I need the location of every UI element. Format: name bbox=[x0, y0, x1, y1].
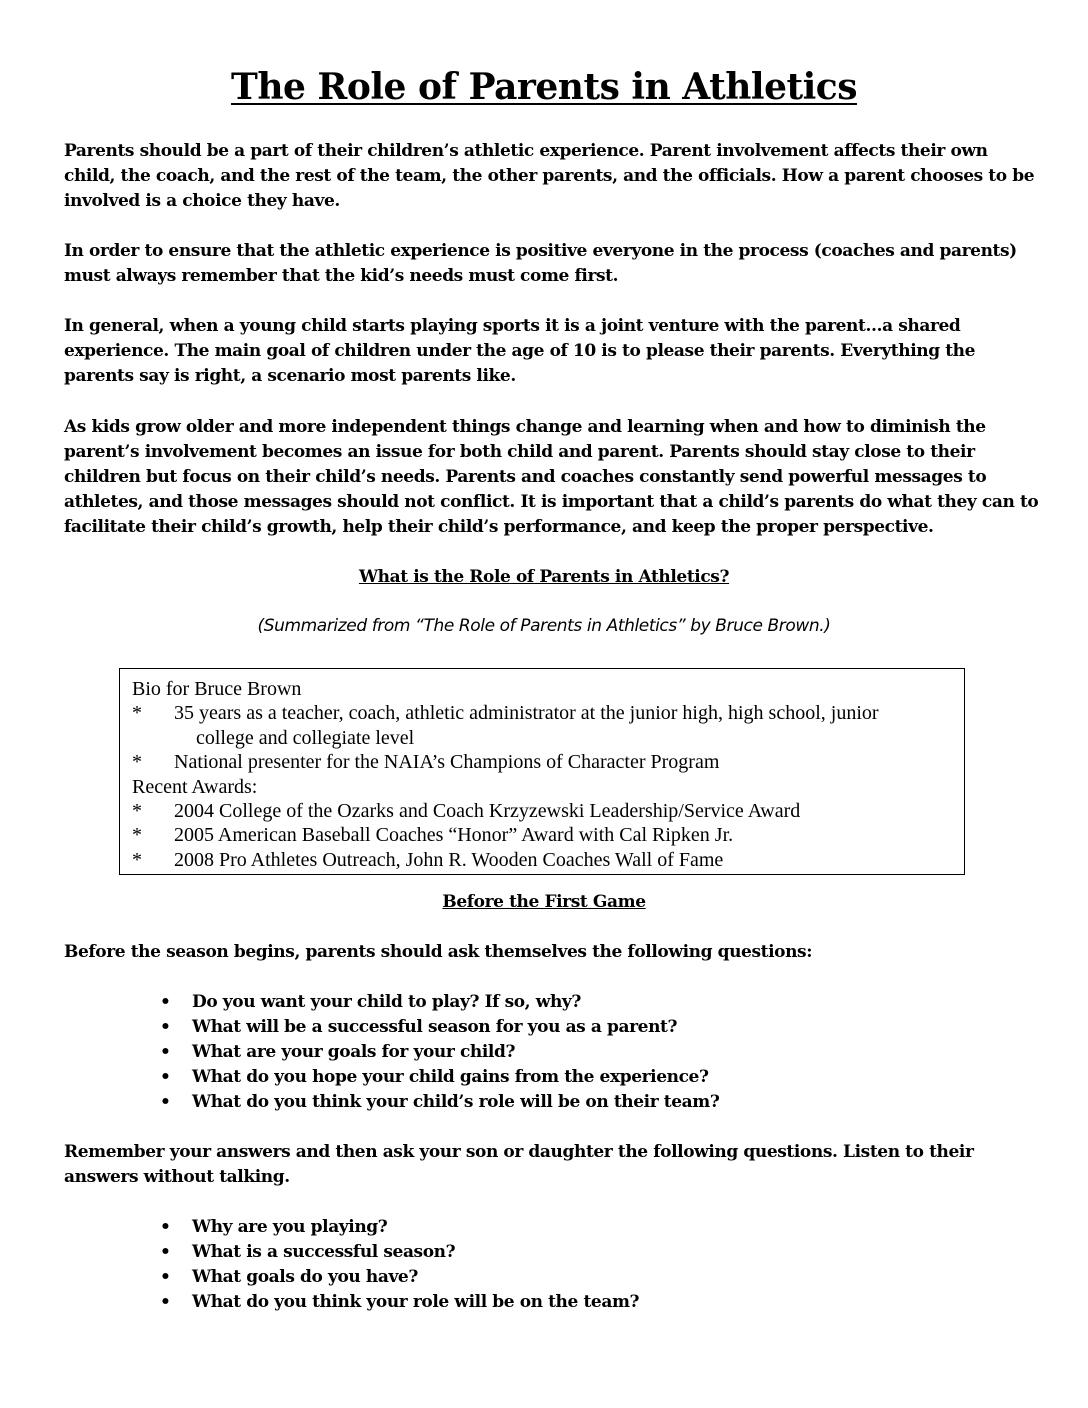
list-item bbox=[160, 1265, 639, 1290]
paragraph-season-intro bbox=[64, 940, 1044, 965]
list-item-text: What do you think your role will be on the team? bbox=[192, 1292, 640, 1312]
list-item-text: Why are you playing? bbox=[192, 1217, 388, 1237]
paragraph-line: child, the coach, and the rest of the team, the other parents, and the officials. How a parent chooses to be bbox=[64, 166, 1035, 186]
bullet-marker: * bbox=[132, 848, 142, 871]
bio-box bbox=[119, 668, 965, 875]
bullet-icon: • bbox=[160, 1267, 171, 1287]
paragraph-line: involved is a choice they have. bbox=[64, 191, 340, 211]
paragraph-line: parents say is right, a scenario most parents like. bbox=[64, 366, 516, 386]
bullet-icon: • bbox=[160, 1017, 171, 1037]
section-heading-first-game: Before the First Game bbox=[442, 892, 646, 912]
list-item bbox=[160, 1065, 719, 1090]
list-item-text: Do you want your child to play? If so, why? bbox=[192, 992, 581, 1012]
bio-item bbox=[132, 701, 952, 725]
bullet-icon: • bbox=[160, 1242, 171, 1262]
list-item-text: What are your goals for your child? bbox=[192, 1042, 516, 1062]
paragraph-line: athletes, and those messages should not conflict. It is important that a child’s parents do what they can to bbox=[64, 492, 1039, 512]
list-item-text: What do you hope your child gains from the experience? bbox=[192, 1067, 709, 1087]
award-text: 2008 Pro Athletes Outreach, John R. Wooden Coaches Wall of Fame bbox=[174, 848, 724, 871]
bio-item bbox=[132, 750, 952, 774]
bullet-marker: * bbox=[132, 751, 142, 774]
bio-item-continuation: college and collegiate level bbox=[196, 726, 415, 749]
award-text: 2005 American Baseball Coaches “Honor” Award with Cal Ripken Jr. bbox=[174, 824, 734, 847]
bullet-marker: * bbox=[132, 800, 142, 823]
paragraph-line: children but focus on their child’s needs. Parents and coaches constantly send powerful messages to bbox=[64, 467, 987, 487]
paragraph-line: experience. The main goal of children under the age of 10 is to please their parents. Everything the bbox=[64, 341, 976, 361]
bullet-icon: • bbox=[160, 1217, 171, 1237]
child-questions-list bbox=[160, 1215, 639, 1315]
page-title: The Role of Parents in Athletics bbox=[231, 66, 857, 108]
paragraph-line: answers without talking. bbox=[64, 1167, 290, 1187]
section-heading-role: What is the Role of Parents in Athletics? bbox=[358, 567, 730, 587]
list-item-text: What do you think your child’s role will be on their team? bbox=[192, 1092, 720, 1112]
awards-heading: Recent Awards: bbox=[132, 775, 258, 798]
paragraph-line: In order to ensure that the athletic experience is positive everyone in the process (coaches and parents) bbox=[64, 241, 1017, 261]
source-note: (Summarized from “The Role of Parents in Athletics” by Bruce Brown.) bbox=[257, 616, 831, 636]
paragraph-line: Parents should be a part of their children’s athletic experience. Parent involvement affects their own bbox=[64, 141, 988, 161]
bio-heading: Bio for Bruce Brown bbox=[132, 678, 302, 700]
list-item bbox=[160, 1290, 639, 1315]
list-item bbox=[160, 1015, 719, 1040]
list-item bbox=[160, 1215, 639, 1240]
paragraph-line: Remember your answers and then ask your son or daughter the following questions. Listen to their bbox=[64, 1142, 974, 1162]
list-item-text: What will be a successful season for you as a parent? bbox=[192, 1017, 678, 1037]
bullet-marker: * bbox=[132, 824, 142, 847]
list-item bbox=[160, 1090, 719, 1115]
award-item bbox=[132, 848, 952, 872]
list-item bbox=[160, 990, 719, 1015]
bullet-icon: • bbox=[160, 1292, 171, 1312]
award-item bbox=[132, 823, 952, 847]
paragraph-involvement bbox=[64, 139, 1044, 214]
award-item bbox=[132, 799, 952, 823]
parent-questions-list bbox=[160, 990, 719, 1115]
paragraph-line: In general, when a young child starts playing sports it is a joint venture with the parent…a shared bbox=[64, 316, 961, 336]
list-item-text: What goals do you have? bbox=[192, 1267, 418, 1287]
paragraph-line: facilitate their child’s growth, help their child’s performance, and keep the proper perspective. bbox=[64, 517, 934, 537]
paragraph-kids-first bbox=[64, 239, 1044, 289]
paragraph-line: Before the season begins, parents should ask themselves the following questions: bbox=[64, 942, 813, 962]
list-item-text: What is a successful season? bbox=[192, 1242, 456, 1262]
paragraph-line: parent’s involvement becomes an issue for both child and parent. Parents should stay close to their bbox=[64, 442, 975, 462]
list-item bbox=[160, 1240, 639, 1265]
bullet-icon: • bbox=[160, 1067, 171, 1087]
bullet-icon: • bbox=[160, 1042, 171, 1062]
list-item bbox=[160, 1040, 719, 1065]
bio-item-text: 35 years as a teacher, coach, athletic administrator at the junior high, high school, junior bbox=[174, 702, 879, 725]
bullet-icon: • bbox=[160, 992, 171, 1012]
paragraph-followup bbox=[64, 1140, 1044, 1190]
bullet-icon: • bbox=[160, 1092, 171, 1112]
paragraph-older-kids bbox=[64, 415, 1044, 540]
award-text: 2004 College of the Ozarks and Coach Krzyzewski Leadership/Service Award bbox=[174, 800, 801, 823]
bio-item-text: National presenter for the NAIA’s Champions of Character Program bbox=[174, 751, 720, 774]
bullet-marker: * bbox=[132, 702, 142, 725]
paragraph-line: must always remember that the kid’s needs must come first. bbox=[64, 266, 619, 286]
paragraph-young-child bbox=[64, 314, 1044, 389]
paragraph-line: As kids grow older and more independent things change and learning when and how to diminish the bbox=[64, 417, 986, 437]
